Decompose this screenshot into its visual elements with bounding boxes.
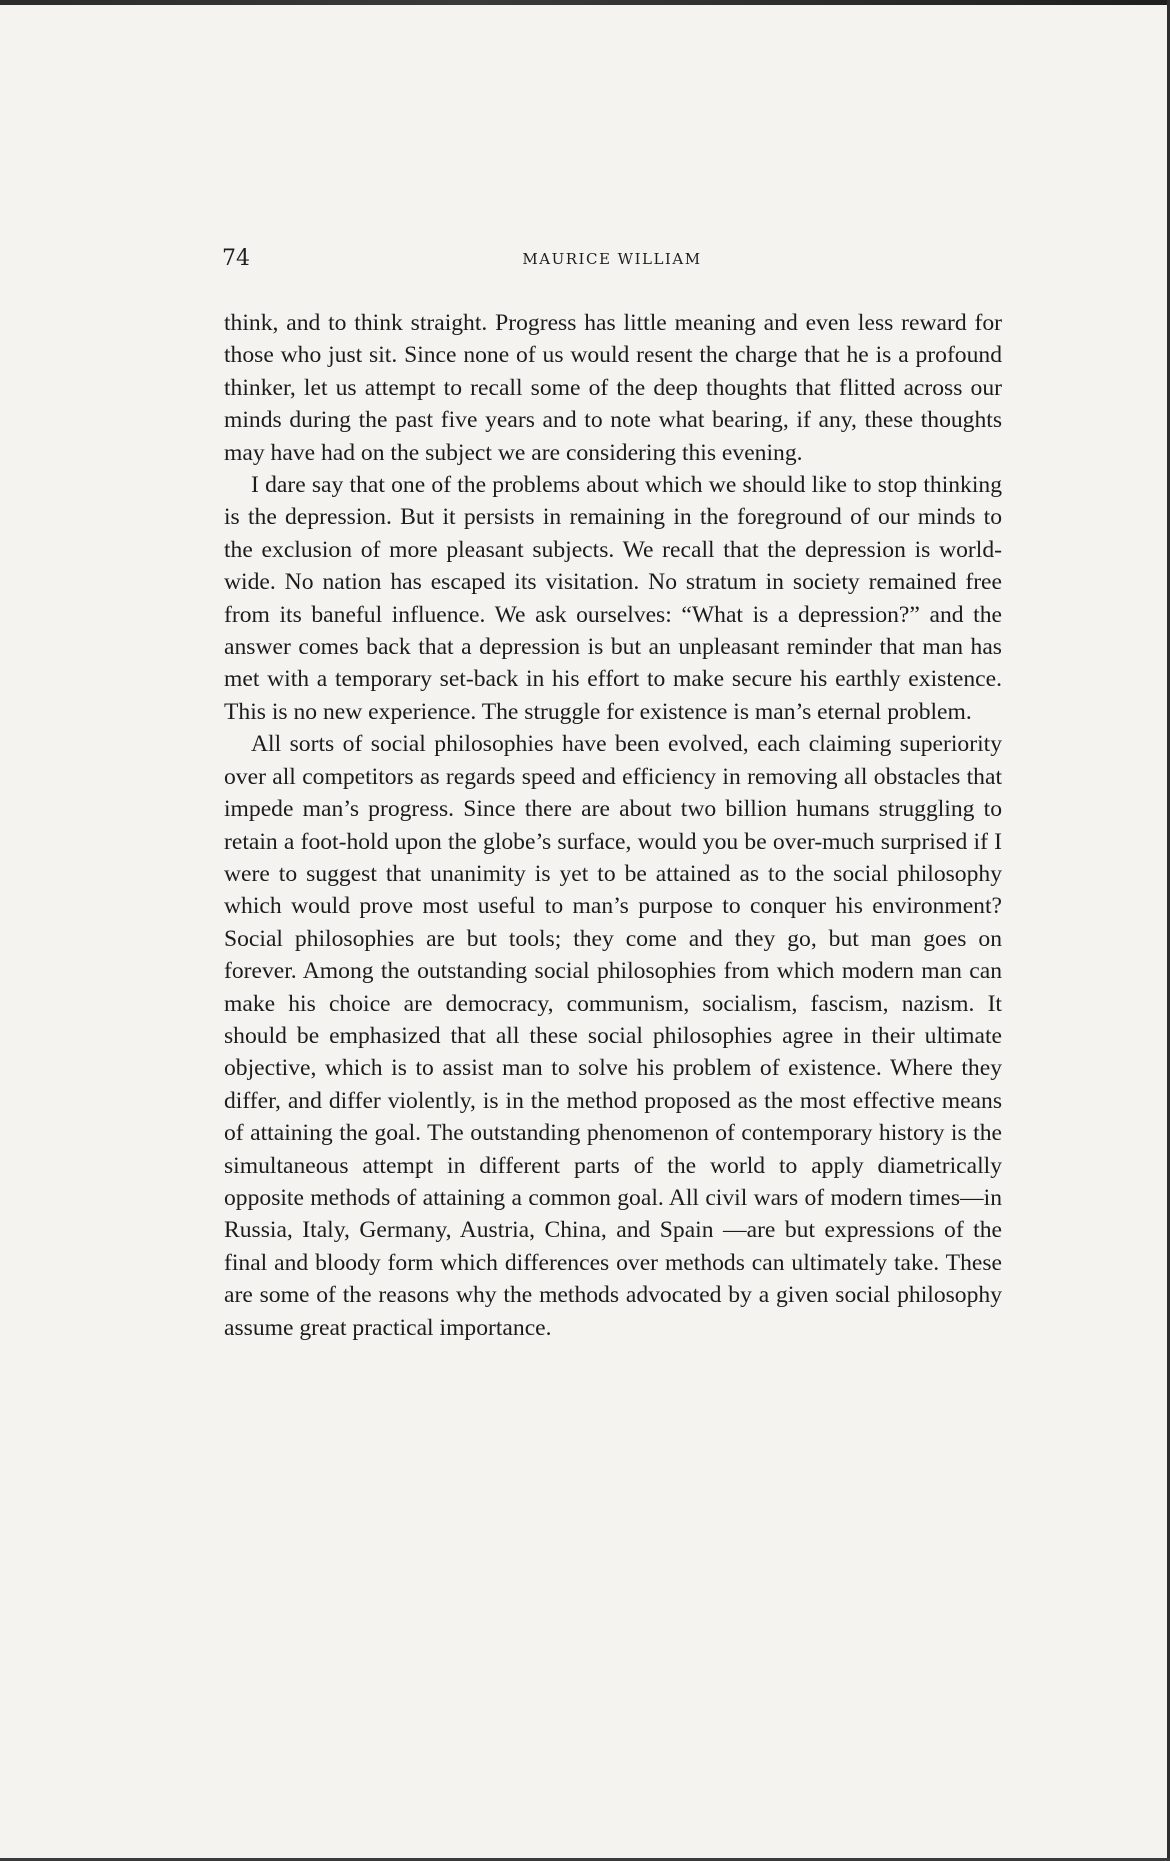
paragraph-social-philosophies: All sorts of social philosophies have been evolved, each claiming superiority over all competitors as regards speed and efficiency in removing all obstacles that impede man’s progress. Since there are about two billion humans struggling to retain a foot-hold upon the globe’s surface, would you be over-much surprised if I were to suggest that unanimity is yet to be attained as to the social philosophy which would prove most useful to man’s purpose to conquer his environment? Social philosophies are but tools; they come and they go, but man goes on forever. Among the outstanding social philosophies from which modern man can make his choice are democracy, communism, socialism, fascism, nazism. It should be emphasized that all these social philosophies agree in their ultimate objective, which is to assist man to solve his problem of existence. Where they differ, and differ violently, is in the method proposed as the most effective means of attaining the goal. The outstanding phenomenon of contemporary history is the simultaneous attempt in different parts of the world to apply diametrically opposite methods of attaining a common goal. All civil wars of modern times—in Russia, Italy, Germany, Austria, China, and Spain —are but expressions of the final and bloody form which differences over methods can ultimately take. These are some of the reasons why the methods advocated by a given social philosophy assume great practical importance. xyxy=(224,731,1002,1341)
body-text xyxy=(224,307,1002,1344)
page-number: 74 xyxy=(222,246,250,271)
scan-edge-top xyxy=(0,0,1170,5)
paragraph-continued: think, and to think straight. Progress has little meaning and even less reward for those who just sit. Since none of us would resent the charge that he is a profound thinker, let us attempt to recall some of the deep thoughts that flitted across our minds during the past five years and to note what bearing, if any, these thoughts may have had on the subject we are considering this evening. xyxy=(224,310,1002,466)
paragraph-depression: I dare say that one of the problems about which we should like to stop thinking is the depression. But it persists in remaining in the foreground of our minds to the exclusion of more pleasant subjects. We recall that the depression is world-wide. No nation has escaped its visitation. No stratum in society remained free from its baneful influence. We ask ourselves: “What is a depression?” and the answer comes back that a depression is but an unpleasant reminder that man has met with a temporary set-back in his effort to make secure his earthly existence. This is no new experience. The struggle for existence is man’s eternal problem. xyxy=(224,472,1002,725)
running-title: MAURICE WILLIAM xyxy=(522,250,702,268)
running-head xyxy=(222,246,1002,278)
